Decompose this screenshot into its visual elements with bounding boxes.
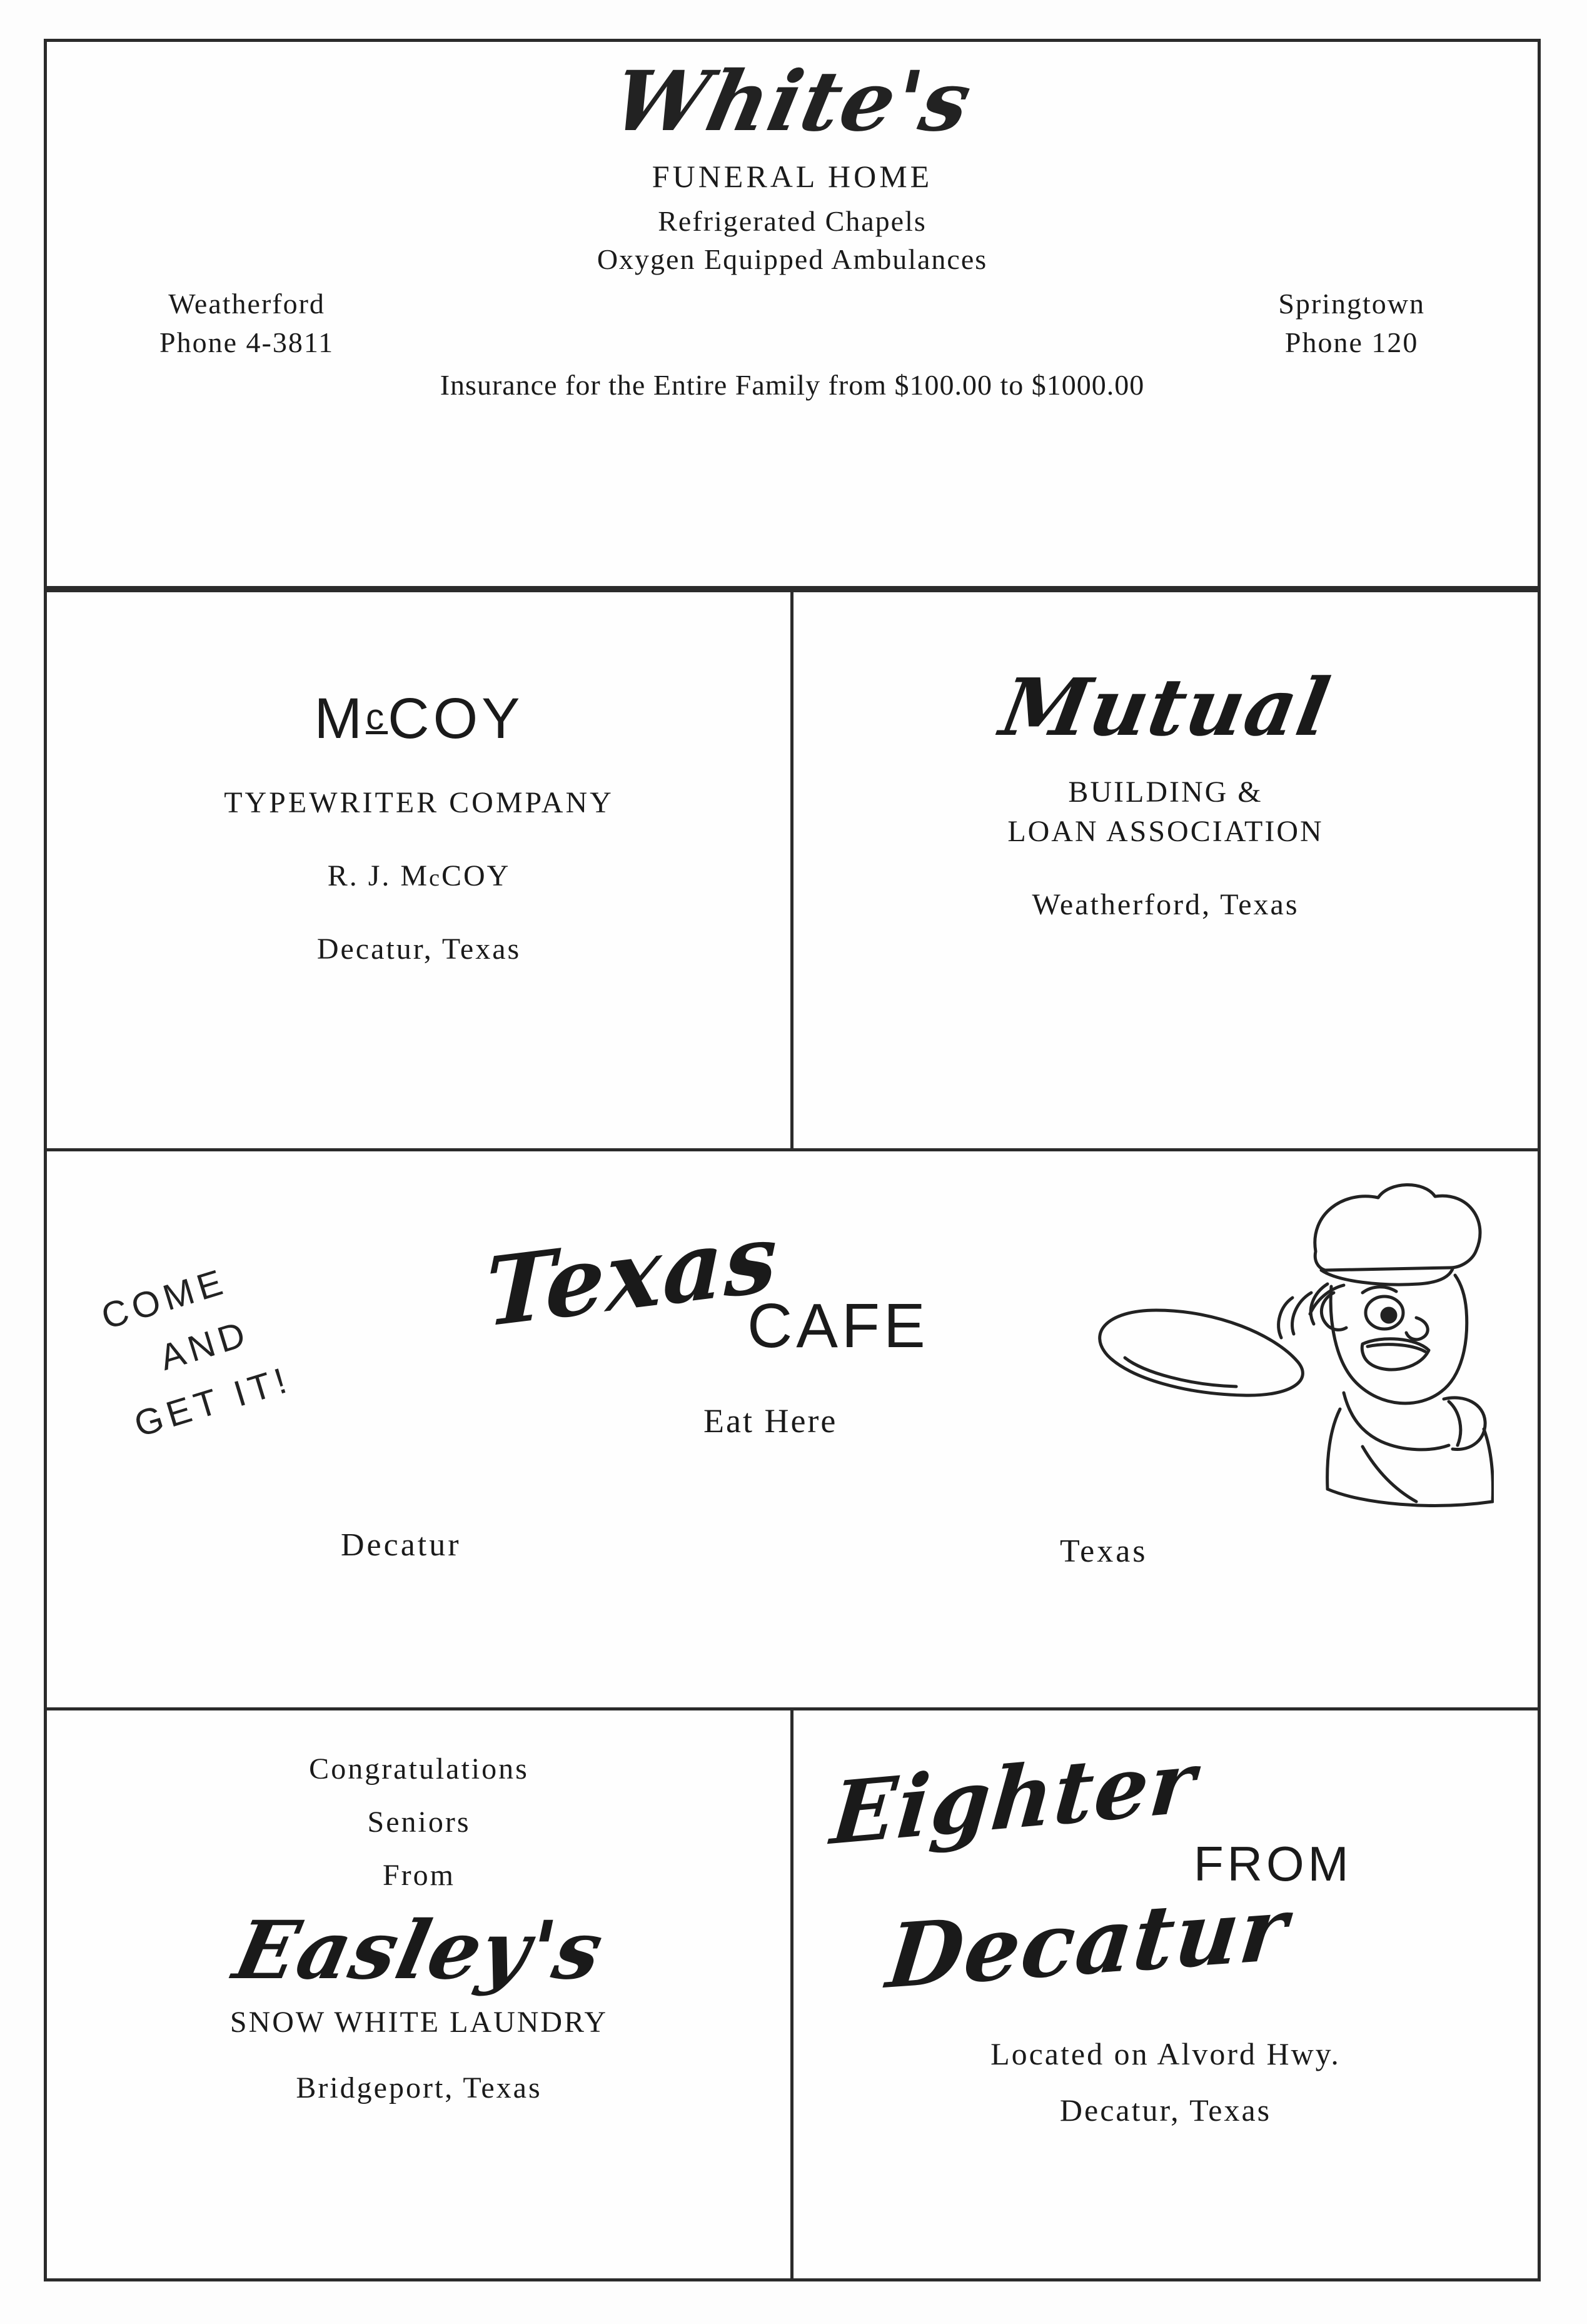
whites-weatherford-city: Weatherford [168,288,325,320]
whites-logo: White's [604,53,980,150]
texas-cafe-city: Decatur [341,1527,461,1563]
whites-line-ambulances: Oxygen Equipped Ambulances [597,243,988,275]
easley-line-seniors: Seniors [367,1806,471,1839]
texas-cafe-tagline: Eat Here [703,1402,838,1440]
texas-cafe-slogan-line1: COME [96,1260,232,1338]
easley-logo: Easley's [226,1904,612,1998]
mccoy-owner-first: R. J. M [327,859,430,892]
mccoy-logo-c: c [366,697,388,737]
texas-cafe-slogan [94,1244,298,1452]
eighter-logo-word-eighter: Eighter [827,1731,1201,1865]
texas-cafe-logo-script: Texas [485,1201,779,1349]
mccoy-logo-coy: COY [388,687,524,750]
eighter-city: Decatur, Texas [1059,2093,1272,2128]
whites-location-weatherford [159,285,334,362]
whites-insurance-line: Insurance for the Entire Family from $100.00 to $1000.00 [440,369,1145,402]
whites-line-refrigerated-chapels: Refrigerated Chapels [658,205,927,237]
ad-mutual-building-loan [790,589,1541,1152]
whites-line-funeral-home: FUNERAL HOME [652,159,933,194]
mutual-logo: Mutual [994,661,1338,754]
eighter-logo-word-from: FROM [1194,1836,1353,1891]
ad-whites-funeral-home [44,39,1541,589]
whites-weatherford-phone: Phone 4-3811 [159,326,335,359]
ad-easleys-snow-white-laundry [44,1707,794,2281]
whites-springtown-city: Springtown [1278,288,1425,320]
eighter-logo-word-decatur: Decatur [882,1877,1293,2009]
easley-city: Bridgeport, Texas [296,2071,542,2104]
texas-cafe-state: Texas [1060,1533,1148,1569]
easley-line-snow-white-laundry: SNOW WHITE LAUNDRY [229,2006,608,2039]
whites-springtown-phone: Phone 120 [1284,326,1419,359]
texas-cafe-slogan-line3: GET IT! [129,1358,296,1445]
whites-locations [47,285,1538,362]
mccoy-owner-c: c [429,865,441,891]
mccoy-owner-name [47,859,791,893]
ad-texas-cafe [44,1148,1541,1711]
mutual-city: Weatherford, Texas [1032,888,1299,921]
ad-eighter-from-decatur [790,1707,1541,2281]
mutual-line-building: BUILDING & [1068,776,1263,809]
texas-cafe-logo-cafe: CAFE [747,1291,929,1361]
whites-location-springtown [1278,285,1425,362]
easley-line-congratulations: Congratulations [309,1752,529,1786]
mccoy-line-typewriter-company: TYPEWRITER COMPANY [224,786,614,819]
mccoy-logo-m: M [314,687,366,750]
easley-line-from: From [382,1859,455,1892]
mccoy-city: Decatur, Texas [316,932,521,966]
texas-cafe-slogan-line2: AND [154,1312,255,1378]
mccoy-logo [47,686,791,752]
mccoy-owner-rest: COY [441,859,511,892]
mutual-line-loan-association: LOAN ASSOCIATION [1007,815,1324,848]
chef-waiter-icon [1069,1176,1494,1527]
eighter-location-line: Located on Alvord Hwy. [990,2036,1341,2071]
ad-mccoy-typewriter-company [44,589,794,1152]
